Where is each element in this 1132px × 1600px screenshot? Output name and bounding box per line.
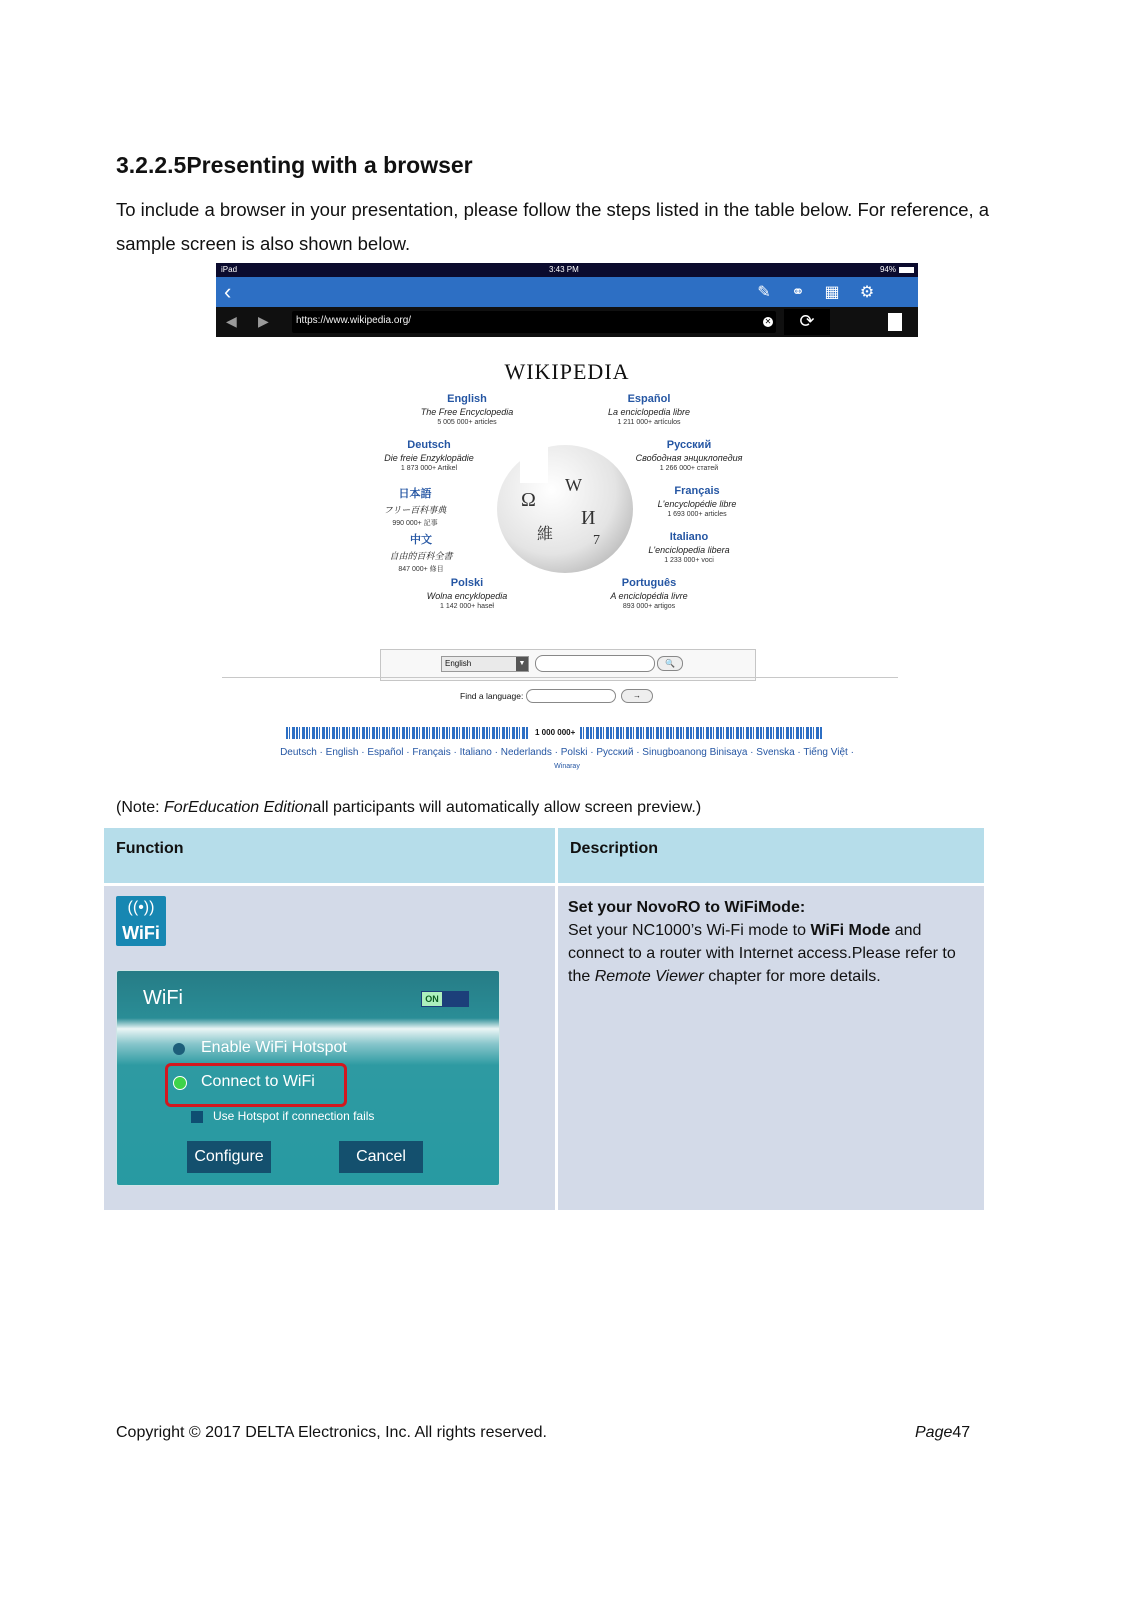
configure-button[interactable]: Configure xyxy=(187,1141,271,1173)
back-chevron-icon[interactable]: ‹ xyxy=(224,279,232,304)
lang-portuguese[interactable]: Português A enciclopédia livre 893 000+ artigos xyxy=(610,577,688,610)
cancel-button[interactable]: Cancel xyxy=(339,1141,423,1173)
language-select[interactable]: English ▼ xyxy=(441,656,529,672)
wifi-icon: ((•)) WiFi xyxy=(116,896,166,946)
status-device: iPad xyxy=(221,265,238,274)
find-language-label: Find a language: xyxy=(460,691,524,701)
find-language-input[interactable] xyxy=(526,689,616,703)
url-input[interactable] xyxy=(292,311,776,333)
language-links[interactable]: Deutsch · English · Español · Français · Italiano · Nederlands · Polski · Русский · Sinugboanong Binisaya · Svenska · Tiếng Việt · xyxy=(280,747,854,758)
section-heading: 3.2.2.5Presenting with a browser xyxy=(116,152,473,178)
divider xyxy=(222,677,898,678)
url-toolbar xyxy=(216,307,918,337)
description-text xyxy=(568,896,968,988)
find-language-go-button[interactable]: → xyxy=(621,689,653,703)
lang-japanese[interactable]: 日本語 フリー百科事典 990 000+ 記事 xyxy=(383,488,447,527)
browser-screenshot xyxy=(216,263,918,783)
language-bar-right xyxy=(580,727,822,739)
lang-french[interactable]: Français L'encyclopédie libre 1 693 000+ articles xyxy=(657,485,737,518)
description-body: Set your NC1000’s Wi-Fi mode to WiFi Mode and connect to a router with Internet access.Please refer to the Remote Viewer chapter for more details. xyxy=(568,922,956,985)
wifi-toggle[interactable]: ON xyxy=(421,991,469,1007)
dropdown-arrow-icon: ▼ xyxy=(516,657,528,671)
hotspot-fallback-checkbox[interactable] xyxy=(191,1111,203,1123)
wifi-settings-panel xyxy=(116,970,500,1186)
footer-copyright: Copyright © 2017 DELTA Electronics, Inc. All rights reserved. xyxy=(116,1424,547,1441)
search-input[interactable] xyxy=(535,655,655,672)
lang-italian[interactable]: Italiano L'enciclopedia libera 1 233 000+ voci xyxy=(648,531,730,564)
intro-paragraph: To include a browser in your presentation, please follow the steps listed in the table below. For reference, a sample screen is also shown below. xyxy=(116,199,990,254)
radio-connect-wifi[interactable] xyxy=(173,1076,187,1090)
clear-url-icon[interactable]: ✕ xyxy=(764,317,772,326)
million-label: 1 000 000+ xyxy=(535,728,576,737)
status-time: 3:43 PM xyxy=(549,265,579,274)
browser-nav-bar xyxy=(216,277,918,307)
lang-chinese[interactable]: 中文 自由的百科全書 847 000+ 條目 xyxy=(389,534,453,573)
gear-icon[interactable]: ⚙ xyxy=(859,284,875,301)
steps-table xyxy=(104,828,984,1210)
lang-russian[interactable]: Русский Свободная энциклопедия 1 266 000+ статей xyxy=(635,439,743,472)
wikipedia-globe-logo: Ω W И 維 7 xyxy=(497,445,633,573)
header-description: Description xyxy=(558,828,984,883)
grid-icon[interactable]: ▦ xyxy=(824,284,840,301)
lang-espanol[interactable]: Español La enciclopedia libre 1 211 000+ artículos xyxy=(607,393,691,426)
browser-back-arrow-icon[interactable]: ◀ xyxy=(226,313,237,329)
browser-forward-arrow-icon[interactable]: ▶ xyxy=(258,313,269,329)
radio-hotspot[interactable] xyxy=(173,1043,185,1055)
checkbox-label: Use Hotspot if connection fails xyxy=(213,1109,375,1123)
option-hotspot-label: Enable WiFi Hotspot xyxy=(201,1039,347,1056)
ipad-status-bar xyxy=(216,263,918,277)
note-edition: ForEducation Edition xyxy=(164,799,313,816)
status-battery-text: 94% xyxy=(879,265,896,274)
lang-polish[interactable]: Polski Wolna encyklopedia 1 142 000+ haseł xyxy=(426,577,508,610)
footer-page-number: Page47 xyxy=(915,1424,971,1441)
header-function: Function xyxy=(104,828,555,883)
search-button[interactable]: 🔍 xyxy=(657,656,683,671)
option-connect-label: Connect to WiFi xyxy=(201,1073,315,1090)
function-cell xyxy=(104,886,555,1210)
link-icon[interactable]: ⚭ xyxy=(791,284,805,301)
note: (Note: ForEducation Editionall participants will automatically allow screen preview.) xyxy=(116,799,702,816)
wifi-panel-title: WiFi xyxy=(143,987,183,1009)
battery-icon xyxy=(899,267,914,273)
lang-english[interactable]: English The Free Encyclopedia 5 005 000+ articles xyxy=(420,393,514,426)
language-bar-left xyxy=(286,727,528,739)
language-links-cut[interactable]: Winaray xyxy=(554,763,580,770)
wikipedia-wordmark: WIKIPEDIA xyxy=(504,359,630,384)
annotate-icon[interactable]: ✎ xyxy=(757,284,771,301)
url-text: https://www.wikipedia.org/ xyxy=(296,315,412,326)
lang-deutsch[interactable]: Deutsch Die freie Enzyklopädie 1 873 000+ Artikel xyxy=(384,439,474,472)
bookmark-icon[interactable] xyxy=(888,313,902,331)
description-title: Set your NovoRO to WiFiMode: xyxy=(568,899,806,916)
reload-button[interactable]: ⟳ xyxy=(784,309,830,335)
